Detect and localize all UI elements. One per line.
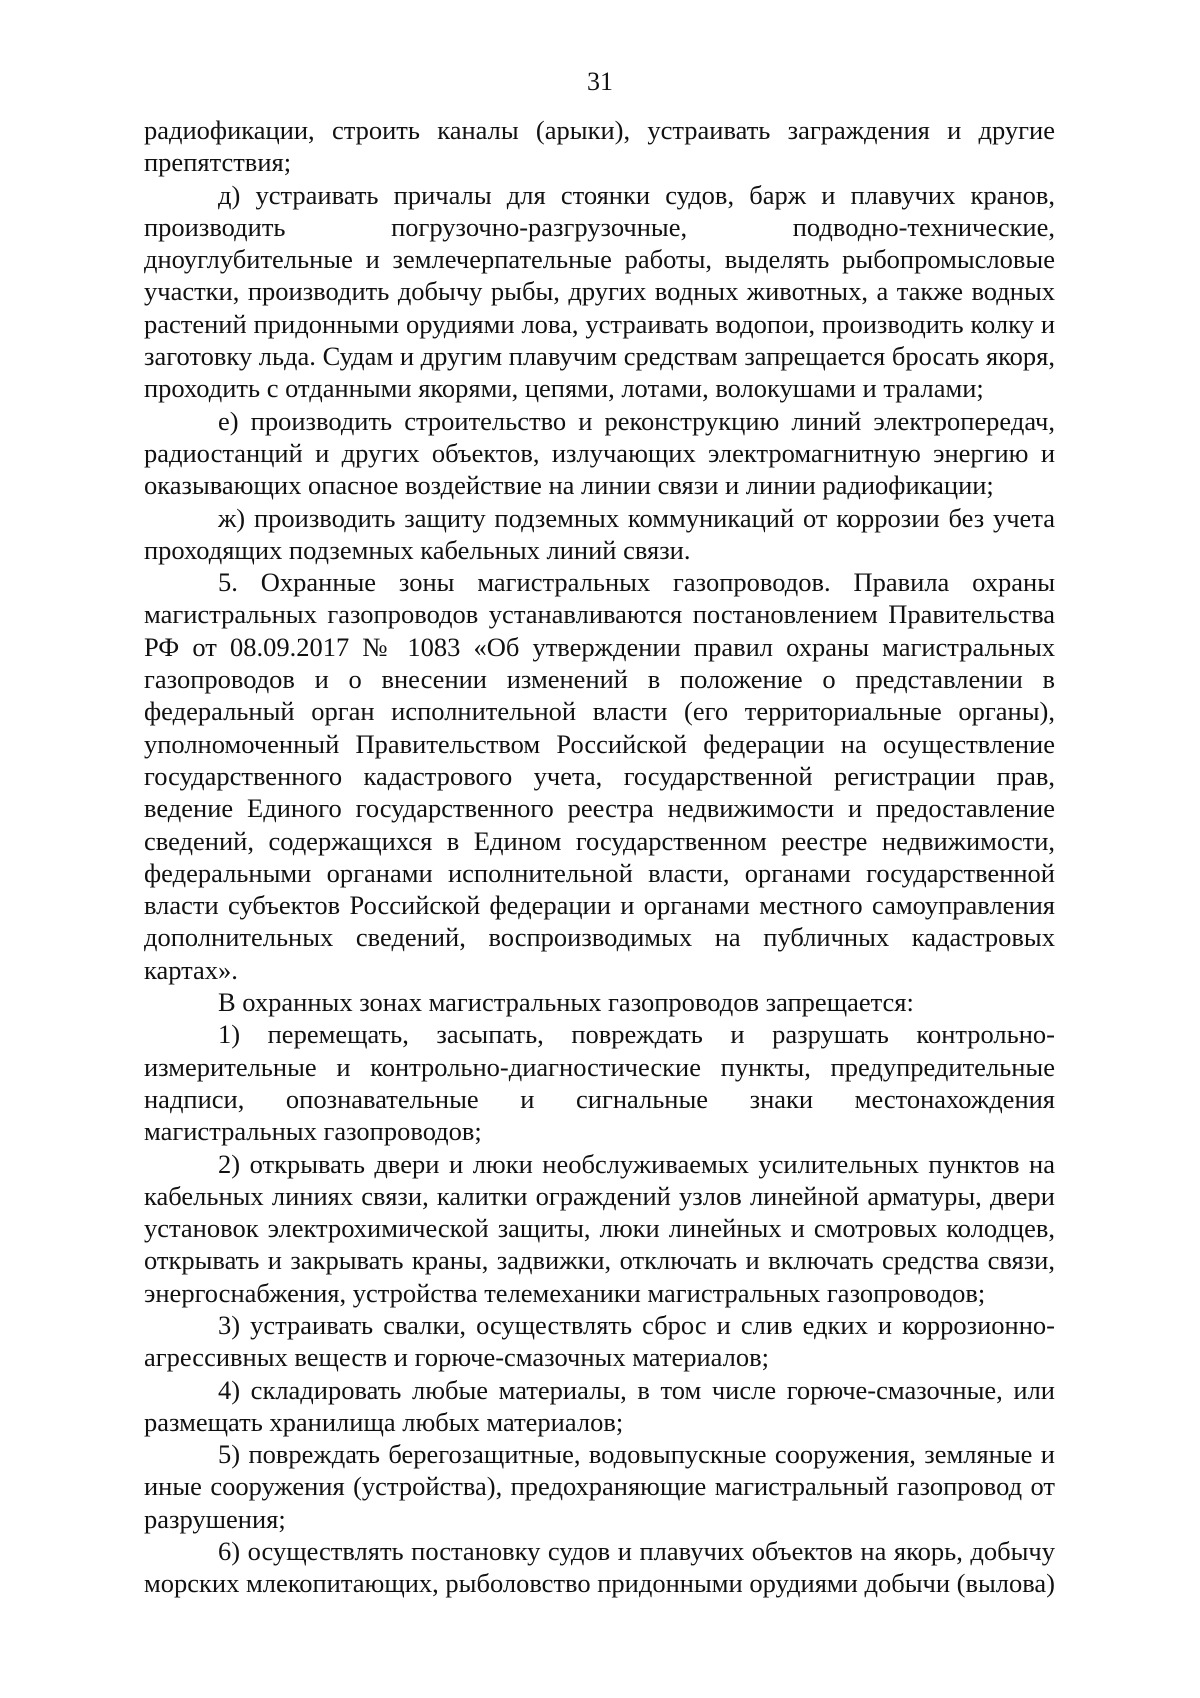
paragraph-item-d: д) устраивать причалы для стоянки судов, барж и плавучих кранов, производить погрузочно-разгрузочные, подводно-технические, дноуглубительные и землечерпательные работы, выделять рыбопромысловые участки, производить добычу рыбы, других водных животных, а также водных растений придонными орудиями лова, устраивать водопои, производить колку и заготовку льда. Судам и другим плавучим средствам запрещается бросать якоря, проходить с отданными якорями, цепями, лотами, волокушами и тралами; <box>144 179 1055 404</box>
paragraph-prohibitions-intro: В охранных зонах магистральных газопроводов запрещается: <box>218 987 914 1018</box>
page-number: 31 <box>587 67 613 96</box>
paragraph-item-6: 6) осуществлять постановку судов и плавучих объектов на якорь, добычу морских млекопитающих, рыболовство придонными орудиями добычи (вылова) <box>144 1536 1056 1599</box>
paragraph-item-5: 5) повреждать берегозащитные, водовыпускные сооружения, земляные и иные сооружения (устройства), предохраняющие магистральный газопровод от разрушения; <box>144 1439 1055 1534</box>
paragraph-item-2: 2) открывать двери и люки необслуживаемых усилительных пунктов на кабельных линиях связи, калитки ограждений узлов линейной арматуры, двери установок электрохимической защиты, люки линейных и смотровых колодцев, открывать и закрывать краны, задвижки, отключать и включать средства связи, энергоснабжения, устройства телемеханики магистральных газопроводов; <box>144 1148 1055 1308</box>
paragraph-item-3: 3) устраивать свалки, осуществлять сброс и слив едких и коррозионно-агрессивных веществ и горюче-смазочных материалов; <box>144 1309 1055 1373</box>
paragraph-section-5: 5. Охранные зоны магистральных газопроводов. Правила охраны магистральных газопроводов устанавливаются постановлением Правительства РФ от 08.09.2017 № 1083 «Об утверждении правил охраны магистральных газопроводов и о внесении изменений в положение о представлении в федеральный орган исполнительной власти (его территориальные органы), уполномоченный Правительством Российской федерации на осуществление государственного кадастрового учета, государственной регистрации прав, ведение Единого государственного реестра недвижимости и предоставление сведений, содержащихся в Едином государственном реестре недвижимости, федеральными органами исполнительной власти, органами государственной власти субъектов Российской федерации и органами местного самоуправления дополнительных сведений, воспроизводимых на публичных кадастровых картах». <box>144 567 1055 985</box>
paragraph-item-zh: ж) производить защиту подземных коммуникаций от коррозии без учета проходящих подземных кабельных линий связи. <box>144 502 1055 565</box>
paragraph-item-e: е) производить строительство и реконструкцию линий электропередач, радиостанций и других объектов, излучающих электромагнитную энергию и оказывающих опасное воздействие на линии связи и линии радиофикации; <box>144 405 1055 501</box>
paragraph-item-4: 4) складировать любые материалы, в том числе горюче-смазочные, или размещать хранилища любых материалов; <box>144 1374 1055 1437</box>
paragraph-item-1: 1) перемещать, засыпать, повреждать и разрушать контрольно-измерительные и контрольно-диагностические пункты, предупредительные надписи, опознавательные и сигнальные знаки местонахождения магистральных газопроводов; <box>144 1019 1055 1147</box>
document-body <box>144 114 1055 1600</box>
paragraph-continuation: радиофикации, строить каналы (арыки), устраивать заграждения и другие препятствия; <box>144 115 1055 178</box>
